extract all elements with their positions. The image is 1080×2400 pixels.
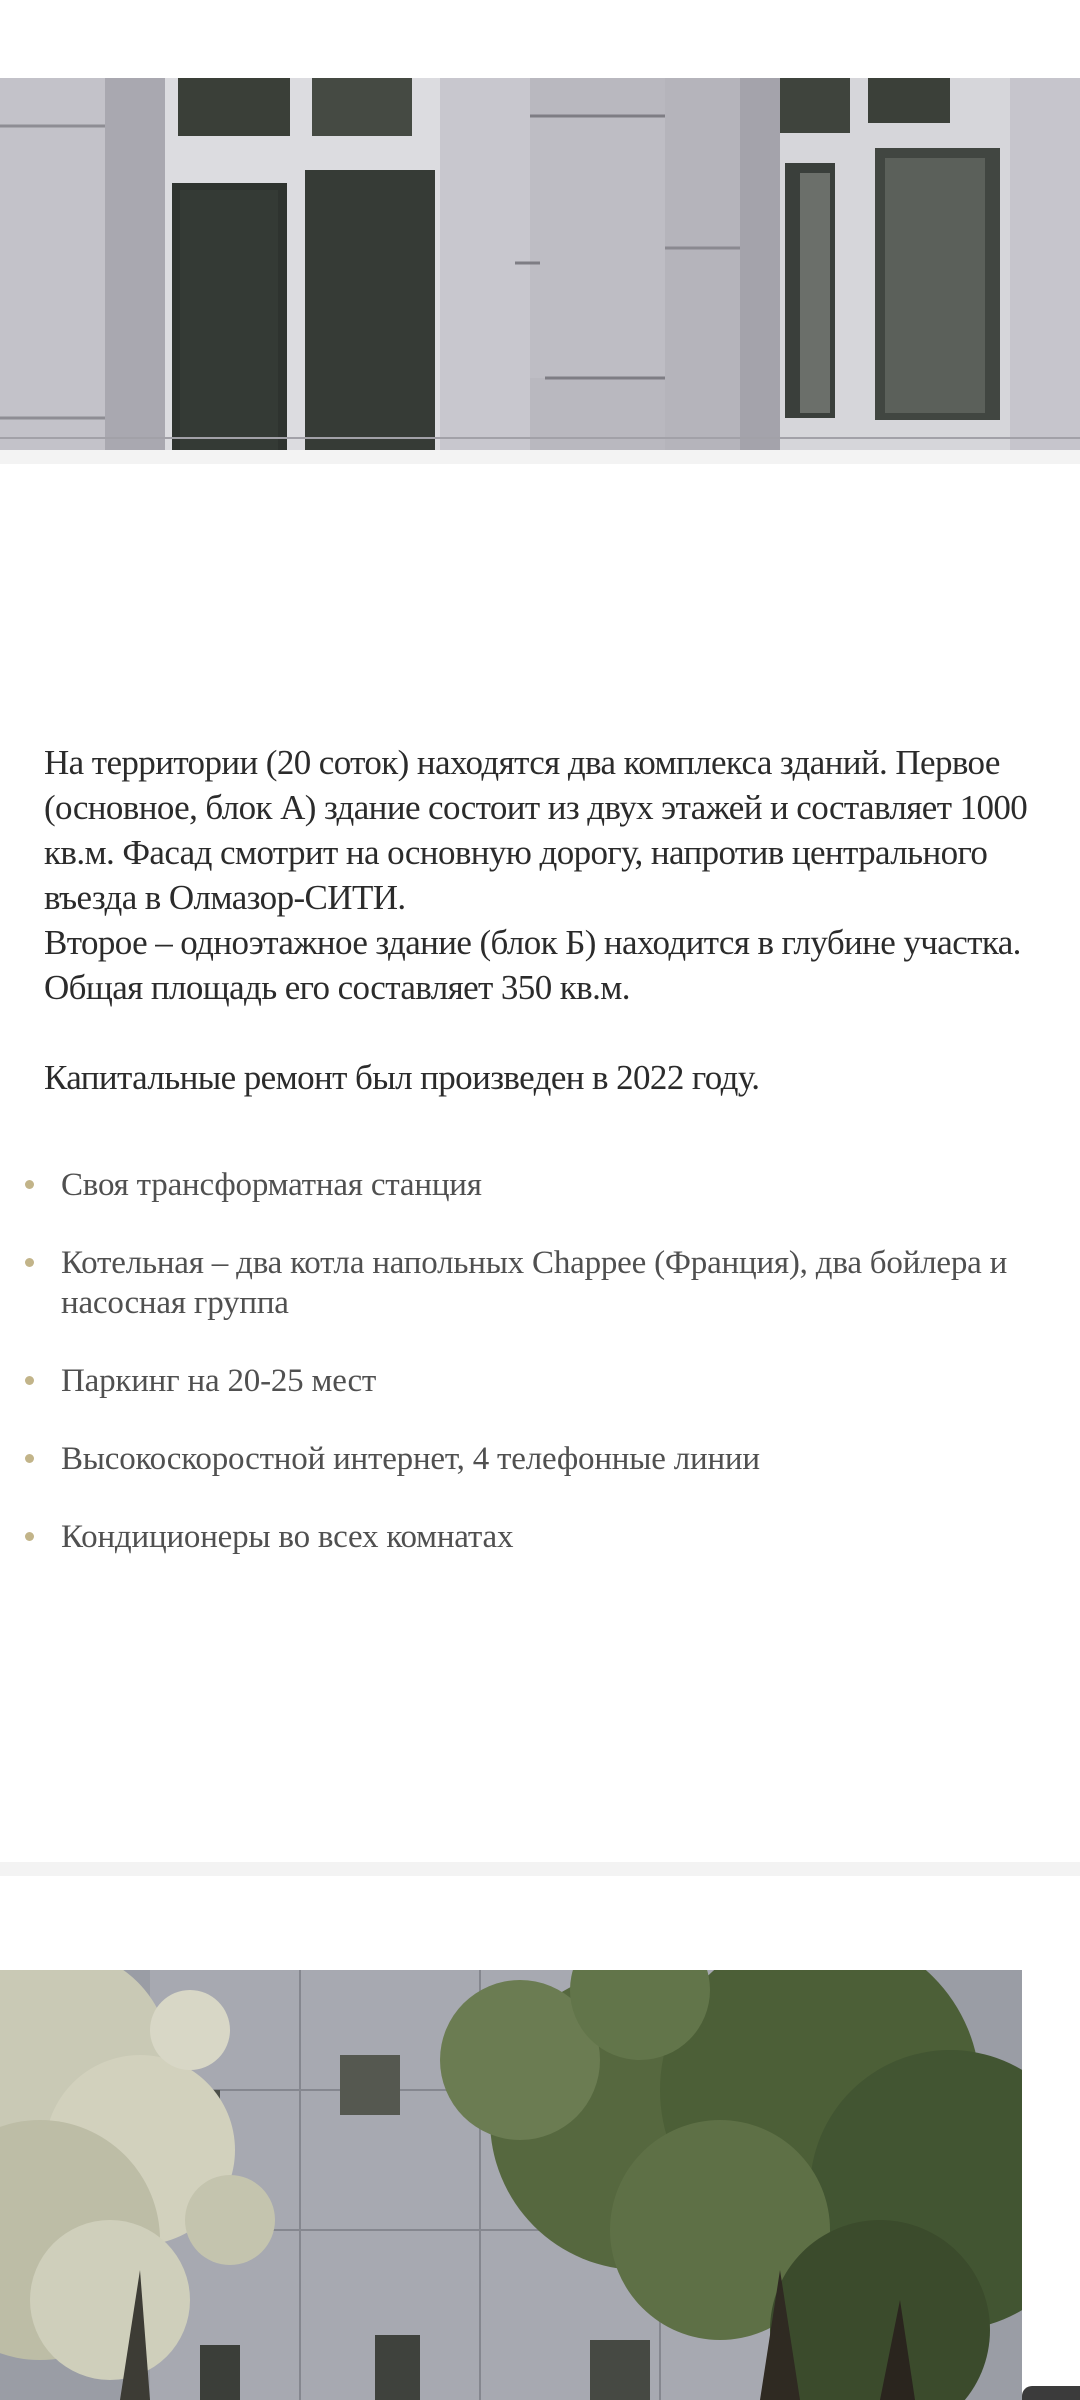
building-trees-drawing <box>0 1970 1022 2400</box>
bullet-icon <box>25 1180 34 1189</box>
features-list <box>0 1165 1080 1557</box>
building-trees-photo <box>0 1970 1022 2400</box>
description-paragraph-2: Второе – одноэтажное здание (блок Б) находится в глубине участка. Общая площадь его составляет 350 кв.м. <box>44 923 1021 1007</box>
section-divider <box>0 450 1080 464</box>
property-description <box>44 740 1044 1100</box>
list-item <box>0 1165 1080 1205</box>
bullet-icon <box>25 1454 34 1463</box>
list-item <box>0 1517 1080 1557</box>
bullet-icon <box>25 1532 34 1541</box>
facade-photo <box>0 78 1080 450</box>
bullet-icon <box>25 1376 34 1385</box>
feature-label: Высокоскоростной интернет, 4 телефонные линии <box>61 1441 760 1477</box>
corner-tab <box>1022 2386 1080 2400</box>
feature-label: Котельная – два котла напольных Chappee (Франция), два бойлера и насосная группа <box>61 1245 1008 1321</box>
list-item <box>0 1243 1080 1323</box>
description-paragraph-3: Капитальные ремонт был произведен в 2022 году. <box>44 1058 760 1097</box>
bullet-icon <box>25 1258 34 1267</box>
feature-label: Кондиционеры во всех комнатах <box>61 1519 514 1555</box>
list-item <box>0 1361 1080 1401</box>
description-paragraph-1: На территории (20 соток) находятся два комплекса зданий. Первое (основное, блок А) здание состоит из двух этажей и составляет 1000 кв.м. Фасад смотрит на основную дорогу, напротив центрального въезда в Олмазор-СИТИ. <box>44 743 1028 917</box>
facade-photo-drawing <box>0 78 1080 450</box>
feature-label: Своя трансформатная станция <box>61 1167 482 1203</box>
feature-label: Паркинг на 20-25 мест <box>61 1363 377 1399</box>
section-divider <box>0 1862 1080 1876</box>
list-item <box>0 1439 1080 1479</box>
